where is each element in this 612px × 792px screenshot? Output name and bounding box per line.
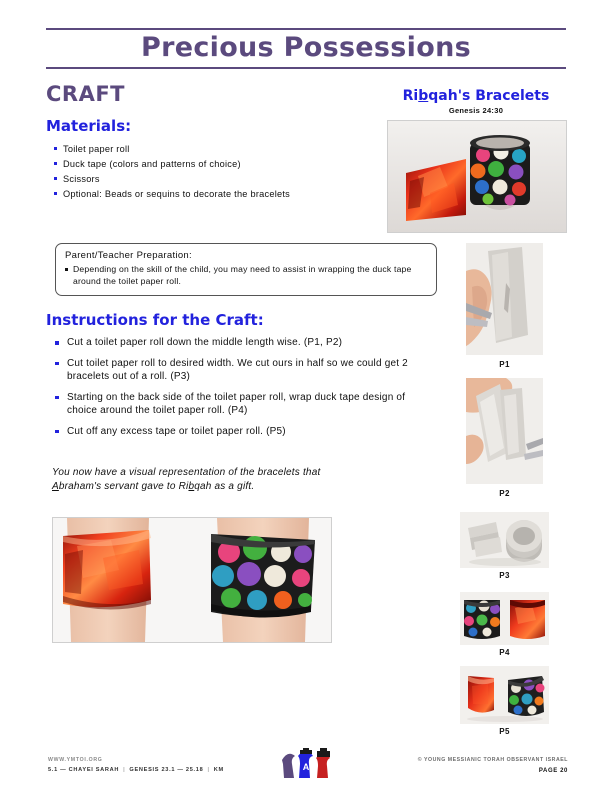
closing-note-line2-b: braham's servant gave to Ri [58,481,189,492]
step-photo-p1-image [466,243,543,355]
craft-heading: CRAFT [46,82,126,106]
list-item: Toilet paper roll [52,142,372,156]
footer-scripture: GENESIS 23.1 — 25.18 [129,767,204,773]
finished-bracelets-photo [52,517,332,643]
step-photo-p2-image [466,378,543,484]
craft-title-part-a: Ri [402,88,419,104]
scripture-reference: Genesis 24:30 [448,106,504,115]
list-item: Depending on the skill of the child, you may need to assist in wrapping the duck tape around the toilet paper roll. [65,264,427,287]
footer-left [48,757,224,773]
header-rule-bottom [46,67,566,69]
footer-lesson: 5.1 — CHAYEI SARAH [48,767,120,773]
list-item: Cut toilet paper roll to desired width. We cut ours in half so we could get 2 bracelets out of a roll. (P3) [52,357,437,384]
step-photo-p1 [466,243,543,355]
closing-note-line2-d: qah as a gift. [194,481,255,492]
step-photo-p4 [460,592,549,645]
caption-p3: P3 [499,571,510,580]
closing-note [52,466,412,494]
list-item: Scissors [52,172,372,186]
footer-url[interactable]: WWW.YMTOI.ORG [48,757,103,763]
instructions-heading: Instructions for the Craft: [46,311,264,329]
list-item: Cut off any excess tape or toilet paper roll. (P5) [52,425,437,439]
list-item: Starting on the back side of the toilet paper roll, wrap duck tape design of choice around the toilet paper roll. (P4) [52,391,437,418]
hero-photo [387,120,567,233]
footer-copyright: © YOUNG MESSIANIC TORAH OBSERVANT ISRAEL [417,757,568,763]
instructions-list [52,336,437,445]
step-photo-p3-image [460,512,549,568]
caption-p5: P5 [499,727,510,736]
finished-bracelets-photo-image [53,518,331,642]
caption-p4: P4 [499,648,510,657]
hero-photo-image [388,121,566,232]
page-title: Precious Possessions [141,32,471,63]
parent-teacher-preparation-box [55,243,437,296]
footer-page-number: PAGE 20 [538,768,568,774]
step-photo-p4-image [460,592,549,645]
footer-meta [48,767,224,773]
list-item: Optional: Beads or sequins to decorate the bracelets [52,187,372,201]
materials-heading: Materials: [46,117,132,135]
closing-note-line1: You now have a visual representation of the bracelets that [52,467,321,478]
step-photo-p5-image [460,666,549,724]
materials-list [52,142,372,202]
footer-separator-1: | [123,767,126,773]
step-photo-p5 [460,666,549,724]
footer-right [418,757,568,774]
craft-title-part-c: qah's Bracelets [428,88,550,104]
step-photo-p3 [460,512,549,568]
ymtoi-logo [278,748,334,782]
caption-p2: P2 [499,489,510,498]
list-item: Duck tape (colors and patterns of choice) [52,157,372,171]
craft-title [387,88,565,104]
svg-text:A: A [302,762,310,772]
list-item: Cut a toilet paper roll down the middle length wise. (P1, P2) [52,336,437,350]
step-photo-p2 [466,378,543,484]
footer-separator-2: | [207,767,210,773]
page-header [46,28,566,69]
prep-box-title: Parent/Teacher Preparation: [65,250,192,261]
caption-p1: P1 [499,360,510,369]
footer-initials: KM [213,767,224,773]
closing-note-underline-b: b [188,481,195,492]
closing-note-underline-a: A [52,481,59,492]
prep-box-list [65,264,427,287]
craft-title-underline: b [418,88,429,104]
